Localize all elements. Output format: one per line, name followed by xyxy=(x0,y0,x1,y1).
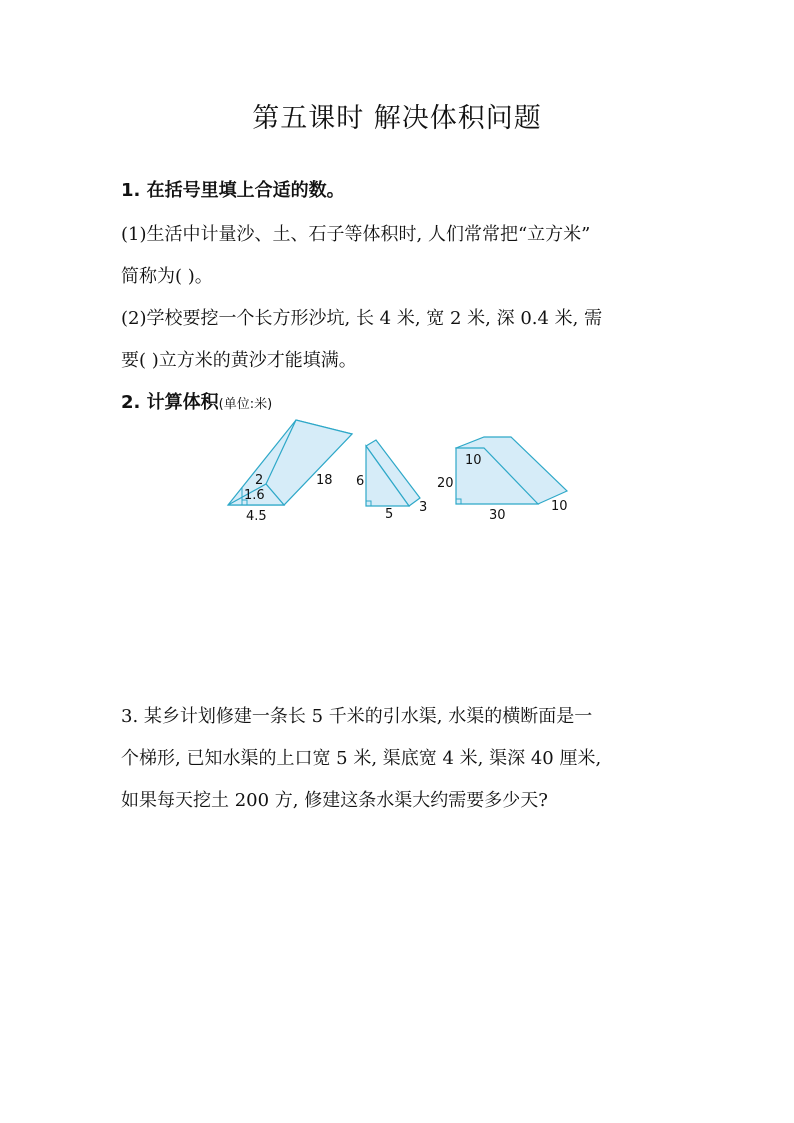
fig1-label-4-5: 4.5 xyxy=(246,509,267,524)
q3-line1: 3. 某乡计划修建一条长 5 千米的引水渠, 水渠的横断面是一 xyxy=(121,706,593,727)
small-prism-figure xyxy=(356,440,427,522)
fig1-label-18: 18 xyxy=(316,473,333,488)
fig2-label-5: 5 xyxy=(385,507,394,522)
q1-heading: 1. 在括号里填上合适的数。 xyxy=(121,180,345,201)
fig1-label-1-6: 1.6 xyxy=(244,488,265,503)
q2-heading: 2. 计算体积 xyxy=(121,392,219,413)
q1-part1-line1: (1)生活中计量沙、土、石子等体积时, 人们常常把“立方米” xyxy=(121,224,591,245)
q3-line2: 个梯形, 已知水渠的上口宽 5 米, 渠底宽 4 米, 渠深 40 厘米, xyxy=(121,748,602,769)
fig2-label-3: 3 xyxy=(419,500,428,515)
fig3-label-20: 20 xyxy=(437,476,454,491)
q1-part1-line2: 简称为( )。 xyxy=(121,266,213,287)
fig2-label-6: 6 xyxy=(356,474,365,489)
q1-part2-line1: (2)学校要挖一个长方形沙坑, 长 4 米, 宽 2 米, 深 0.4 米, 需 xyxy=(121,308,603,329)
q3-line3: 如果每天挖土 200 方, 修建这条水渠大约需要多少天? xyxy=(121,790,548,811)
triangular-prism-figure xyxy=(228,420,352,524)
fig3-label-10-side: 10 xyxy=(551,499,568,514)
trapezoid-prism-figure xyxy=(437,437,568,523)
fig1-label-2: 2 xyxy=(255,473,264,488)
volume-figures xyxy=(0,0,794,560)
prism-top-face xyxy=(266,420,352,505)
q1-part2-line2: 要( )立方米的黄沙才能填满。 xyxy=(121,350,357,371)
fig3-label-10-top: 10 xyxy=(465,453,482,468)
q2-unit: (单位:米) xyxy=(218,397,273,412)
fig3-label-30: 30 xyxy=(489,508,506,523)
page-title: 第五课时 解决体积问题 xyxy=(252,103,542,134)
